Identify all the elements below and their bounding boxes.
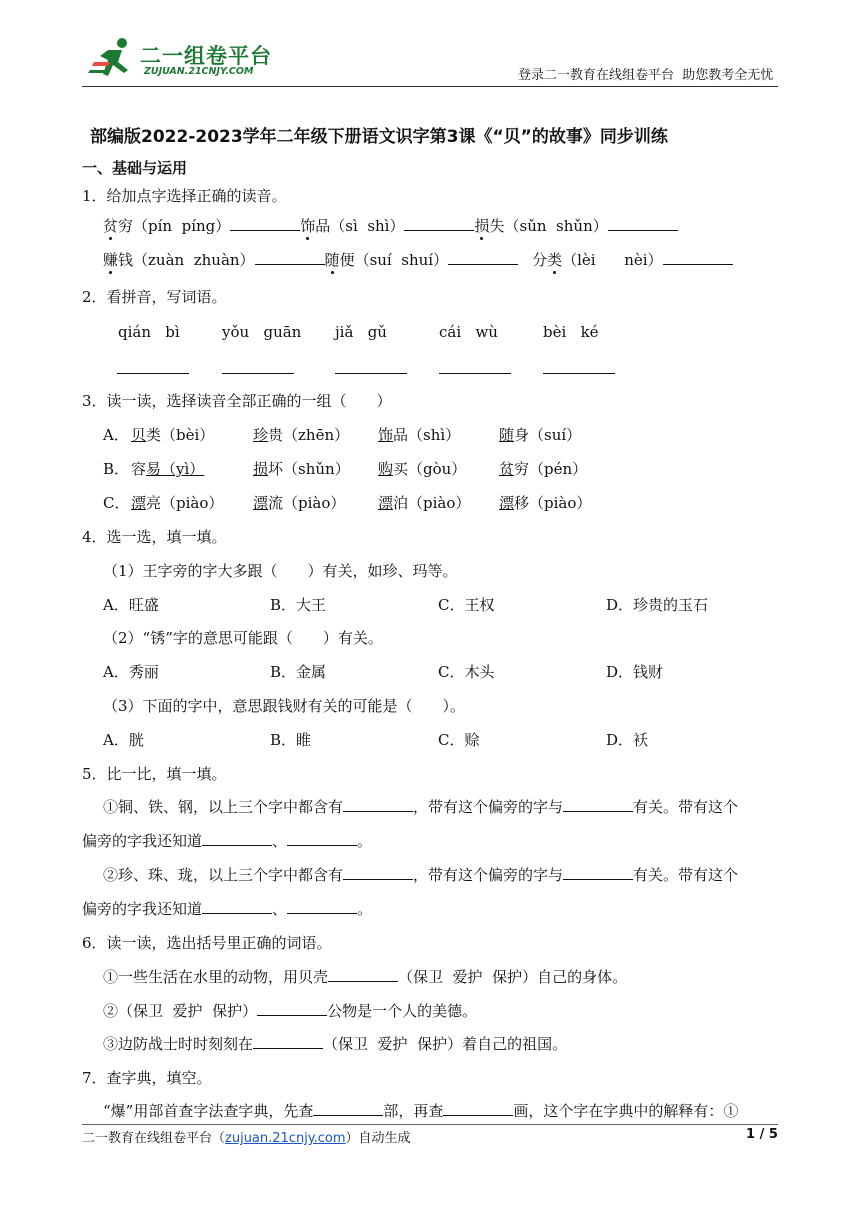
q3-option-a[interactable]: A． 贝类（bèi） 珍贵（zhēn） 饰品（shì） 随身（suí）	[103, 426, 582, 444]
answer-blank[interactable]	[448, 250, 518, 265]
page-number: 1 / 5	[746, 1127, 778, 1142]
pinyin-3: jiǎ gǔ	[335, 323, 387, 341]
footer-divider	[82, 1124, 778, 1125]
logo	[88, 36, 288, 80]
logo-text: 二一组卷平台	[140, 44, 272, 68]
header-divider	[82, 86, 778, 87]
question-3-stem: 3．读一读，选择读音全部正确的一组（ ）	[82, 392, 392, 410]
page-title: 部编版2022-2023学年二年级下册语文识字第3课《“贝”的故事》同步训练	[90, 127, 668, 147]
answer-blank[interactable]	[202, 899, 272, 914]
answer-blank[interactable]	[328, 967, 398, 982]
answer-blank[interactable]	[563, 797, 633, 812]
answer-blank[interactable]	[563, 865, 633, 880]
question-4-stem: 4．选一选，填一填。	[82, 528, 227, 546]
q4-1-option-c[interactable]: C．王权	[438, 596, 495, 614]
q1-item: 分类（lèi nèi）	[532, 251, 663, 269]
answer-blank[interactable]	[253, 1034, 323, 1049]
q1-item: 饰品（sì shì）	[300, 217, 405, 235]
question-1-row-2	[103, 250, 733, 270]
header-slogan: 登录二一教育在线组卷平台 助您教考全无忧	[518, 68, 774, 83]
q4-3-option-a[interactable]: A．胱	[103, 731, 144, 749]
answer-blank[interactable]	[404, 216, 474, 231]
logo-subtitle: ZUJUAN.21CNJY.COM	[144, 66, 254, 77]
q1-item: 随便（suí shuí）	[324, 251, 449, 269]
answer-blank[interactable]	[202, 831, 272, 846]
q4-3-option-d[interactable]: D．袄	[606, 731, 649, 749]
q4-3-option-b[interactable]: B．睢	[270, 731, 312, 749]
answer-blank[interactable]	[287, 831, 357, 846]
answer-blank[interactable]	[230, 216, 300, 231]
footer-link[interactable]: zujuan.21cnjy.com	[225, 1131, 346, 1146]
q6-line-1: ①一些生活在水里的动物，用贝壳 （保卫 爱护 保护）自己的身体。	[103, 968, 628, 986]
answer-blank[interactable]	[222, 373, 294, 374]
q1-item: 赚钱（zuàn zhuàn）	[103, 251, 255, 269]
answer-blank[interactable]	[335, 373, 407, 374]
answer-blank[interactable]	[439, 373, 511, 374]
q7-line-1: “爆”用部首查字法查字典，先查 部，再查 画，这个字在字典中的解释有：①	[103, 1102, 739, 1120]
question-7-stem: 7．查字典，填空。	[82, 1069, 212, 1087]
runner-logo-icon	[88, 36, 138, 80]
answer-blank[interactable]	[608, 216, 678, 231]
pinyin-4: cái wù	[439, 323, 498, 341]
q4-sub-3: （3）下面的字中，意思跟钱财有关的可能是（ ）。	[103, 697, 466, 715]
q4-1-option-a[interactable]: A．旺盛	[103, 596, 159, 614]
q1-item: 贫穷（pín píng）	[103, 217, 231, 235]
q3-option-b[interactable]: B． 容易（yì） 损坏（shǔn） 购买（gòu） 贫穷（pén）	[103, 460, 588, 478]
question-6-stem: 6．读一读，选出括号里正确的词语。	[82, 934, 332, 952]
answer-blank[interactable]	[257, 1001, 327, 1016]
q4-3-option-c[interactable]: C．赊	[438, 731, 480, 749]
q4-2-option-b[interactable]: B．金属	[270, 663, 327, 681]
question-1-row-1	[103, 216, 678, 236]
pinyin-5: bèi ké	[543, 323, 599, 341]
answer-blank[interactable]	[663, 250, 733, 265]
q6-line-2: ②（保卫 爱护 保护） 公物是一个人的美德。	[103, 1002, 478, 1020]
footer-source: 二一教育在线组卷平台（zujuan.21cnjy.com）自动生成	[82, 1131, 411, 1146]
q1-item: 损失（sǔn shǔn）	[474, 217, 608, 235]
q5-item-1-line-2: 偏旁的字我还知道 、 。	[82, 832, 373, 850]
q5-item-1-line-1: ①铜、铁、钢，以上三个字中都含有 ，带有这个偏旁的字与 有关。带有这个	[103, 798, 739, 816]
pinyin-2: yǒu guān	[222, 323, 302, 341]
answer-blank[interactable]	[343, 797, 413, 812]
q4-sub-1: （1）王字旁的字大多跟（ ）有关，如珍、玛等。	[103, 562, 458, 580]
q4-2-option-c[interactable]: C．木头	[438, 663, 495, 681]
q6-line-3: ③边防战士时时刻刻在 （保卫 爱护 保护）着自己的祖国。	[103, 1035, 568, 1053]
question-5-stem: 5．比一比，填一填。	[82, 765, 227, 783]
answer-blank[interactable]	[255, 250, 325, 265]
q3-option-c[interactable]: C． 漂亮（piào） 漂流（piào） 漂泊（piào） 漂移（piào）	[103, 494, 592, 512]
answer-blank[interactable]	[313, 1101, 383, 1116]
answer-blank[interactable]	[543, 373, 615, 374]
q4-1-option-d[interactable]: D．珍贵的玉石	[606, 596, 709, 614]
answer-blank[interactable]	[117, 373, 189, 374]
pinyin-1: qián bì	[118, 323, 180, 341]
q4-2-option-a[interactable]: A．秀丽	[103, 663, 159, 681]
q4-sub-2: （2）“锈”字的意思可能跟（ ）有关。	[103, 629, 383, 647]
question-1-stem: 1．给加点字选择正确的读音。	[82, 187, 287, 205]
answer-blank[interactable]	[343, 865, 413, 880]
section-heading: 一、基础与运用	[82, 159, 188, 177]
q4-1-option-b[interactable]: B．大王	[270, 596, 327, 614]
q5-item-2-line-2: 偏旁的字我还知道 、 。	[82, 900, 373, 918]
answer-blank[interactable]	[443, 1101, 513, 1116]
answer-blank[interactable]	[287, 899, 357, 914]
q5-item-2-line-1: ②珍、珠、珑，以上三个字中都含有 ，带有这个偏旁的字与 有关。带有这个	[103, 866, 739, 884]
question-2-stem: 2．看拼音，写词语。	[82, 288, 227, 306]
q4-2-option-d[interactable]: D．钱财	[606, 663, 664, 681]
